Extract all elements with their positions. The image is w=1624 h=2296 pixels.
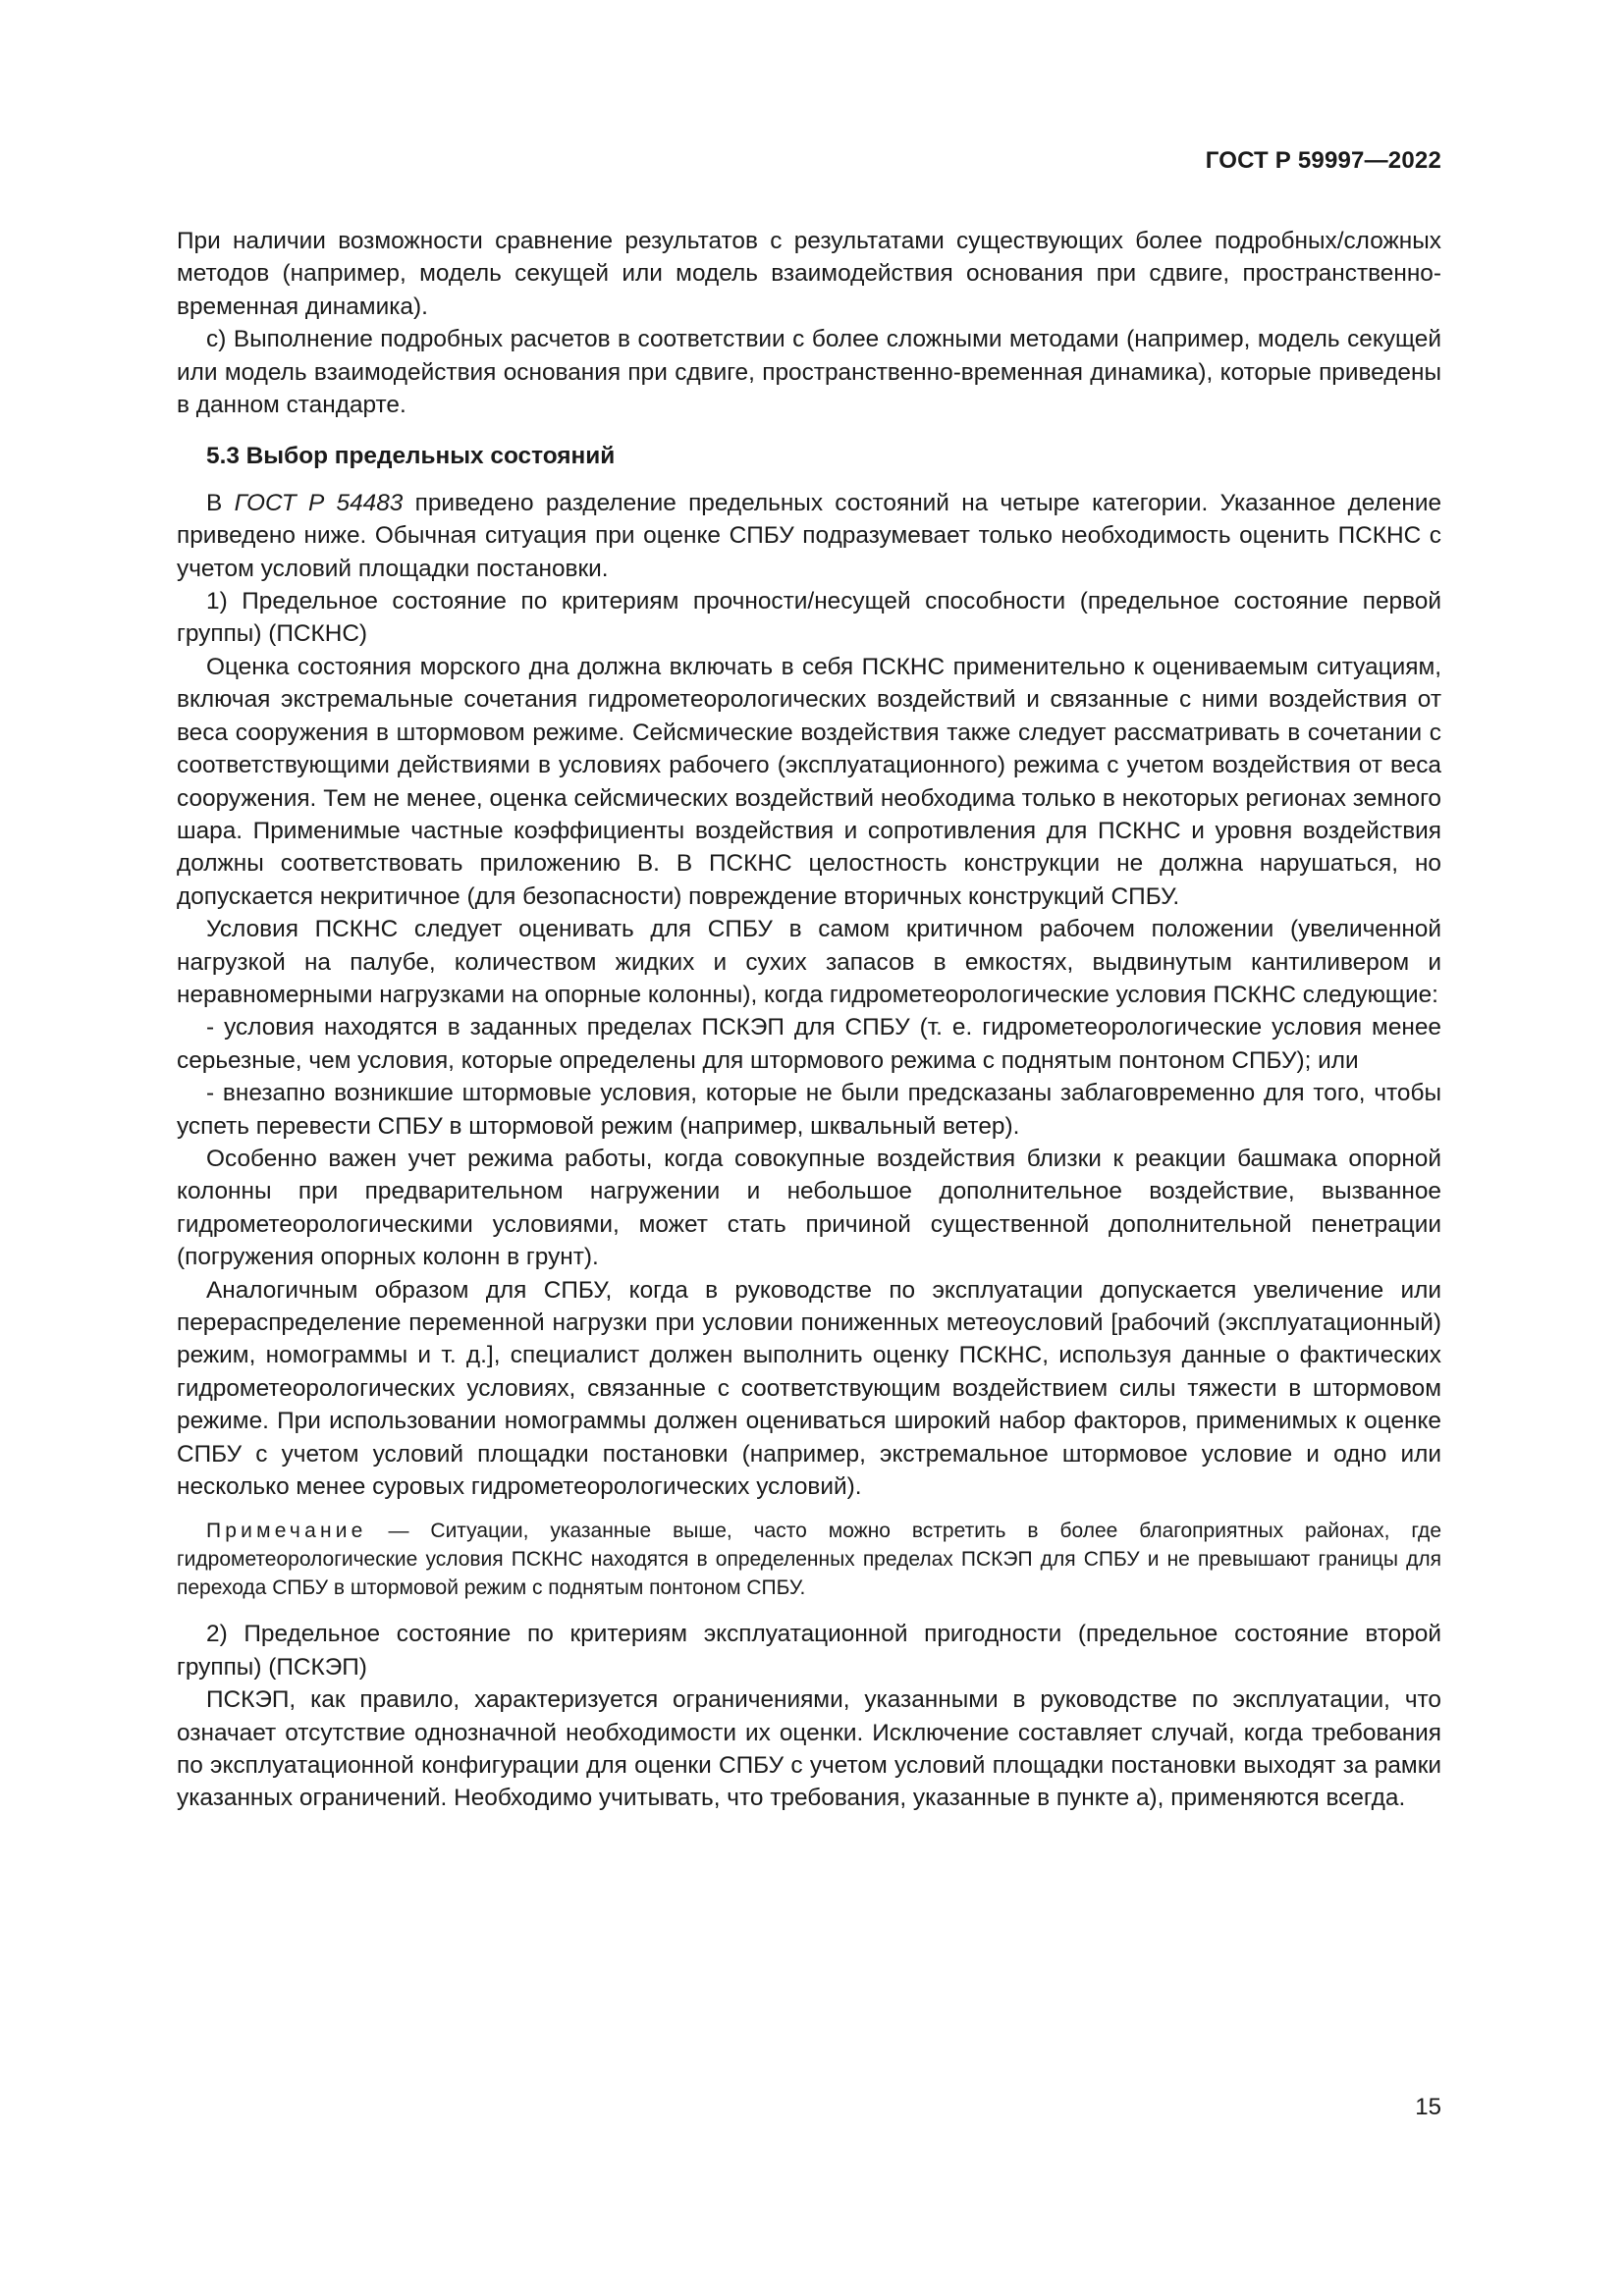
note-text: — Ситуации, указанные выше, часто можно встретить в более благоприятных районах, где гидрометеорологические условия ПСКНС находятся в определенных пределах ПСКЭП для СПБУ и не превышают границы для перехода СПБУ в штормовой режим с поднятым понтоном СПБУ. [177, 1520, 1441, 1600]
paragraph-limit-state-1: 1) Предельное состояние по критериям прочности/несущей способности (предельное состояние первой группы) (ПСКНС) [177, 588, 1441, 648]
paragraph-prefix: В [206, 489, 235, 516]
gost-reference-link: ГОСТ Р 54483 [234, 489, 404, 516]
paragraph-pskns-conditions: Условия ПСКНС следует оценивать для СПБУ в самом критичном рабочем положении (увеличенной нагрузкой на палубе, количеством жидких и сухих запасов в емкостях, выдвинутым кантиливером и неравномерными нагрузками на опорные колонны), когда гидрометеорологические условия ПСКНС следующие: [177, 916, 1441, 1008]
section-title: 5.3 Выбор предельных состояний [206, 443, 616, 470]
paragraph-limit-state-2: 2) Предельное состояние по критериям эксплуатационной пригодности (предельное состояние второй группы) (ПСКЭП) [177, 1621, 1441, 1681]
paragraph-psksep: ПСКЭП, как правило, характеризуется ограничениями, указанными в руководстве по эксплуатации, что означает отсутствие однозначной необходимости их оценки. Исключение составляет случай, когда требования по эксплуатационной конфигурации для оценки СПБУ с учетом условий площадки постановки выходят за рамки указанных ограничений. Необходимо учитывать, что требования, указанные в пункте а), применяются всегда. [177, 1686, 1441, 1812]
list-item-conditions-within: - условия находятся в заданных пределах ПСКЭП для СПБУ (т. е. гидрометеорологические условия менее серьезные, чем условия, которые определены для штормового режима с поднятым понтоном СПБУ); или [177, 1014, 1441, 1074]
paragraph-gost-reference [177, 487, 1441, 585]
list-item-sudden-storm: - внезапно возникшие штормовые условия, которые не были предсказаны заблаговременно для того, чтобы успеть перевести СПБУ в штормовой режим (например, шквальный ветер). [177, 1080, 1441, 1140]
paragraph-rest: приведено разделение предельных состояний на четыре категории. Указанное деление приведено ниже. Обычная ситуация при оценке СПБУ подразумевает только необходимость оценить ПСКНС с учетом условий площадки постановки. [177, 489, 1442, 582]
note-block [177, 1517, 1441, 1602]
paragraph-item-c: с) Выполнение подробных расчетов в соответствии с более сложными методами (например, модель секущей или модель взаимодействия основания при сдвиге, пространственно-временная динамика), которые приведены в данном стандарте. [177, 326, 1441, 419]
page-number: 15 [1415, 2094, 1441, 2120]
paragraph-comparison: При наличии возможности сравнение результатов с результатами существующих более подробных/сложных методов (например, модель секущей или модель взаимодействия основания при сдвиге, пространственно-временная динамика). [177, 228, 1441, 320]
document-body [177, 225, 1441, 1815]
document-code: ГОСТ Р 59997—2022 [1205, 147, 1441, 174]
paragraph-operation-mode: Особенно важен учет режима работы, когда совокупные воздействия близки к реакции башмака опорной колонны при предварительном нагружении и небольшое дополнительное воздействие, вызванное гидрометеорологическими условиями, может стать причиной существенной дополнительной пенетрации (погружения опорных колонн в грунт). [177, 1145, 1441, 1271]
paragraph-seabed-assessment: Оценка состояния морского дна должна включать в себя ПСКНС применительно к оцениваемым ситуациям, включая экстремальные сочетания гидрометеорологических воздействий и связанные с ними воздействия от веса сооружения в штормовом режиме. Сейсмические воздействия также следует рассматривать в сочетании с соответствующими действиями в условиях рабочего (эксплуатационного) режима с учетом воздействия от веса сооружения. Тем не менее, оценка сейсмических воздействий необходима только в некоторых регионах земного шара. Применимые частные коэффициенты воздействия и сопротивления для ПСКНС и уровня воздействия должны соответствовать приложению В. В ПСКНС целостность конструкции не должна нарушаться, но допускается некритичное (для безопасности) повреждение вторичных конструкций СПБУ. [177, 653, 1441, 910]
note-label: Примечание [206, 1520, 367, 1543]
paragraph-nomogram: Аналогичным образом для СПБУ, когда в руководстве по эксплуатации допускается увеличение или перераспределение переменной нагрузки при условии пониженных метеоусловий [рабочий (эксплуатационный) режим, номограммы и т. д.], специалист должен выполнить оценку ПСКНС, используя данные о фактических гидрометеорологических условиях, связанные с соответствующим воздействием силы тяжести в штормовом режиме. При использовании номограммы должен оцениваться широкий набор факторов, применимых к оценке СПБУ с учетом условий площадки постановки (например, экстремальное штормовое условие и одно или несколько менее суровых гидрометеорологических условий). [177, 1276, 1441, 1501]
